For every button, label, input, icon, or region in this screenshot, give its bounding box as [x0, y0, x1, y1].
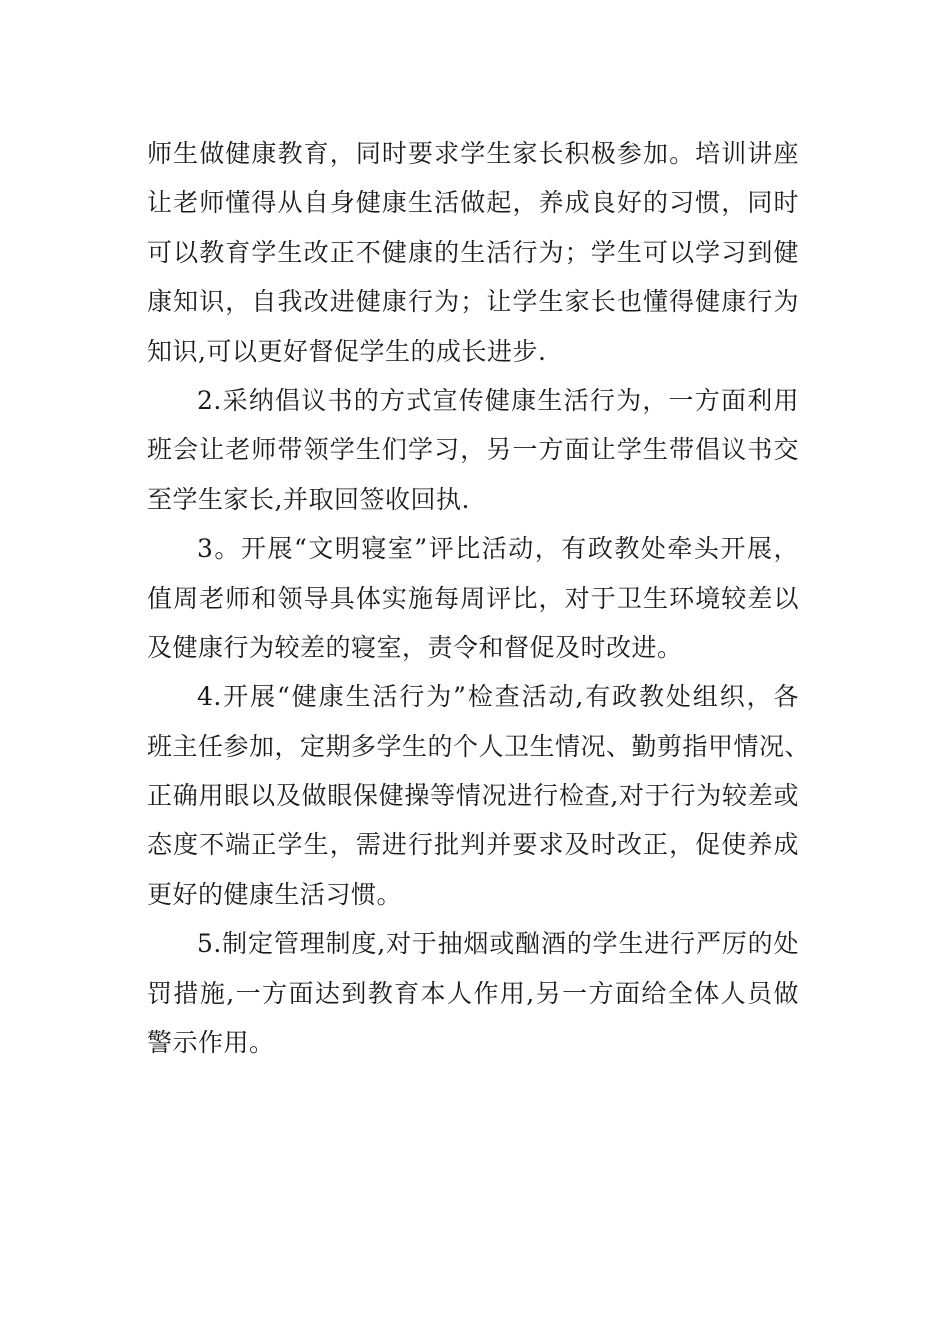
text-line: 班主任参加，定期多学生的个人卫生情况、勤剪指甲情况、 — [147, 731, 811, 761]
text-line: 至学生家长,并取回签收回执. — [147, 484, 470, 514]
text-line: 5.制定管理制度,对于抽烟或酗酒的学生进行严厉的处 — [197, 929, 799, 959]
text-line: 师生做健康教育，同时要求学生家长积极参加。培训讲座 — [147, 139, 799, 168]
text-line: 警示作用。 — [147, 1028, 275, 1058]
text-line: 及健康行为较差的寝室，责令和督促及时改进。 — [147, 632, 683, 662]
text-line: 让老师懂得从自身健康生活做起，养成良好的习惯，同时 — [147, 188, 799, 218]
text-line: 态度不端正学生，需进行批判并要求及时改正，促使养成 — [147, 830, 799, 860]
text-line: 3。开展“文明寝室”评比活动，有政教处牵头开展， — [197, 534, 799, 564]
body-text — [147, 129, 811, 1067]
text-line: 罚措施,一方面达到教育本人作用,另一方面给全体人员做 — [147, 978, 799, 1008]
text-line: 可以教育学生改正不健康的生活行为；学生可以学习到健 — [147, 237, 799, 267]
text-line: 更好的健康生活习惯。 — [147, 879, 403, 909]
text-line: 知识,可以更好督促学生的成长进步. — [147, 336, 547, 366]
text-line: 值周老师和领导具体实施每周评比，对于卫生环境较差以 — [147, 583, 799, 613]
text-line: 4.开展“健康生活行为”检查活动,有政教处组织，各 — [197, 682, 799, 712]
text-line: 正确用眼以及做眼保健操等情况进行检查,对于行为较差或 — [147, 781, 799, 811]
text-line: 2.采纳倡议书的方式宣传健康生活行为，一方面利用 — [197, 385, 799, 415]
text-line: 班会让老师带领学生们学习，另一方面让学生带倡议书交 — [147, 435, 799, 465]
text-line: 康知识，自我改进健康行为；让学生家长也懂得健康行为 — [147, 287, 799, 317]
